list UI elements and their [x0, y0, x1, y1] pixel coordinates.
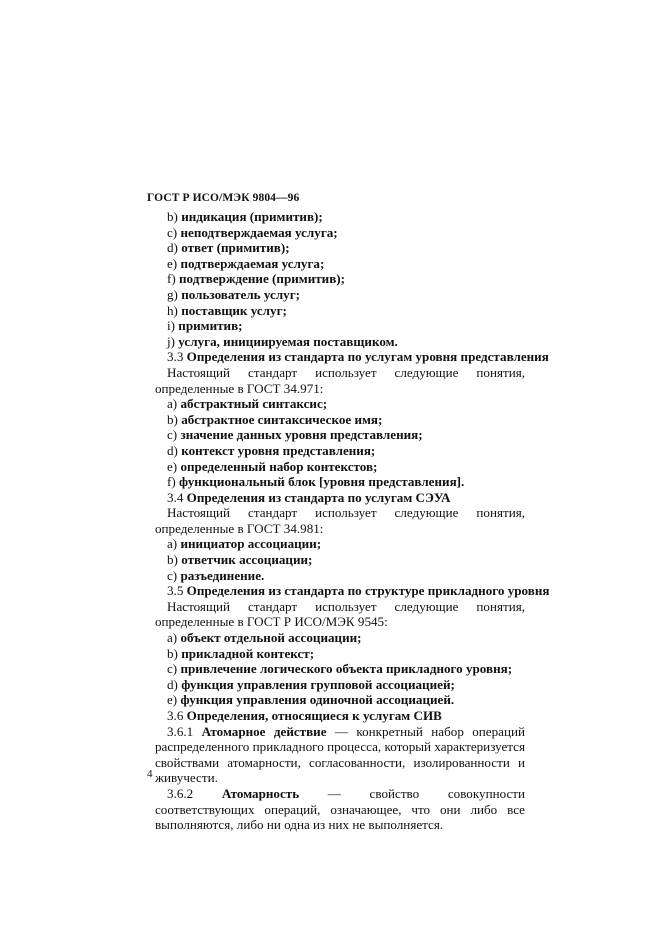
list-item: e) определенный набор контекстов;: [167, 458, 378, 474]
list-item: a) абстрактный синтаксис;: [167, 396, 328, 412]
list-item: d) контекст уровня представления;: [167, 442, 376, 458]
section-heading-3-4: 3.4 Определения из стандарта по услугам СЭУА: [167, 489, 451, 505]
section-intro-3-5: Настоящий стандарт использует следующие понятия, определенные в ГОСТ Р ИСО/МЭК 9545:: [155, 598, 525, 630]
list-item: a) объект отдельной ассоциации;: [167, 630, 362, 646]
list-item: h) поставщик услуг;: [167, 302, 287, 318]
page-number: 4: [147, 768, 153, 780]
list-item: b) индикация (примитив);: [167, 209, 323, 224]
list-item: c) разъединение.: [167, 567, 265, 583]
list-item: d) функция управления групповой ассоциацией;: [167, 676, 455, 692]
section-heading-3-6: 3.6 Определения, относящиеся к услугам СИВ: [167, 708, 442, 723]
list-item: j) услуга, инициируемая поставщиком.: [167, 333, 398, 349]
list-item: a) инициатор ассоциации;: [167, 536, 322, 552]
list-item: b) абстрактное синтаксическое имя;: [167, 411, 383, 427]
page-body: [155, 209, 550, 833]
list-item: g) пользователь услуг;: [167, 286, 301, 302]
list-item: d) ответ (примитив);: [167, 240, 290, 256]
list-item: i) примитив;: [167, 318, 243, 334]
section-intro-3-3: Настоящий стандарт использует следующие понятия, определенные в ГОСТ 34.971:: [155, 364, 525, 396]
section-heading-3-3: 3.3 Определения из стандарта по услугам уровня представления: [167, 349, 549, 365]
list-item: e) функция управления одиночной ассоциацией.: [167, 692, 455, 708]
list-item: c) неподтверждаемая услуга;: [167, 224, 338, 240]
page-header: ГОСТ Р ИСО/МЭК 9804—96: [147, 192, 300, 204]
section-intro-3-4: Настоящий стандарт использует следующие понятия, определенные в ГОСТ 34.981:: [155, 505, 525, 536]
list-item: b) прикладной контекст;: [167, 645, 315, 661]
list-item: f) подтверждение (примитив);: [167, 271, 346, 287]
list-item: b) ответчик ассоциации;: [167, 552, 313, 568]
list-item: c) привлечение логического объекта прикладного уровня;: [167, 661, 513, 677]
section-heading-3-5: 3.5 Определения из стандарта по структуре прикладного уровня: [167, 583, 550, 599]
list-item: c) значение данных уровня представления;: [167, 427, 423, 443]
definition-3-6-1: 3.6.1 Атомарное действие — конкретный набор операций распределенного прикладного процесса, который характеризуется свойствами атомарности, согласованности, изолированности и живучести.: [155, 723, 525, 786]
definition-3-6-2: 3.6.2 Атомарность — свойство совокупности соответствующих операций, означающее, что они либо все выполняются, либо ни одна из них не выполняется.: [155, 785, 525, 833]
list-item: e) подтверждаемая услуга;: [167, 255, 325, 271]
list-item: f) функциональный блок [уровня представления].: [167, 474, 465, 490]
